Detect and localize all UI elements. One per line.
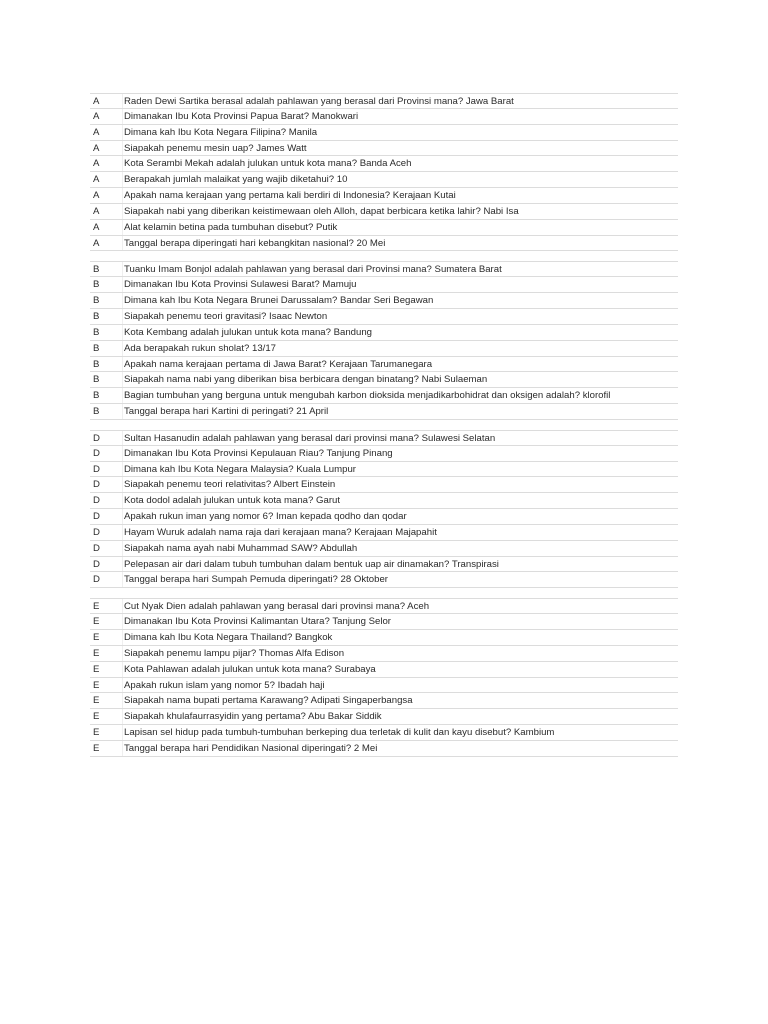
table-row [90, 372, 678, 388]
row-question: Apakah nama kerajaan pertama di Jawa Barat? Kerajaan Tarumanegara [124, 358, 433, 370]
row-question: Kota Pahlawan adalah julukan untuk kota mana? Surabaya [124, 663, 376, 675]
row-question: Lapisan sel hidup pada tumbuh-tumbuhan berkeping dua terletak di kulit dan kayu disebut? Kambium [124, 727, 555, 739]
table-row [90, 109, 678, 125]
table-row [90, 678, 678, 694]
row-letter: D [90, 509, 123, 524]
row-letter: E [90, 678, 123, 693]
table-row [90, 709, 678, 725]
row-question: Siapakah penemu lampu pijar? Thomas Alfa Edison [124, 647, 345, 659]
row-question: Sultan Hasanudin adalah pahlawan yang berasal dari provinsi mana? Sulawesi Selatan [124, 432, 496, 444]
row-question: Raden Dewi Sartika berasal adalah pahlawan yang berasal dari Provinsi mana? Jawa Barat [124, 96, 514, 107]
table-row [90, 188, 678, 204]
table-row [90, 525, 678, 541]
table-row [90, 725, 678, 741]
group-d [90, 430, 678, 588]
row-letter: A [90, 188, 123, 203]
table-row [90, 493, 678, 509]
table-row [90, 741, 678, 757]
row-question: Siapakah nama ayah nabi Muhammad SAW? Abdullah [124, 542, 358, 554]
row-letter: E [90, 741, 123, 756]
row-letter: E [90, 646, 123, 661]
row-letter: D [90, 477, 123, 492]
row-question: Ada berapakah rukun sholat? 13/17 [124, 342, 277, 354]
row-question: Apakah nama kerajaan yang pertama kali berdiri di Indonesia? Kerajaan Kutai [124, 190, 456, 202]
row-letter: E [90, 614, 123, 629]
table-row [90, 614, 678, 630]
row-letter: B [90, 404, 123, 419]
row-letter: D [90, 493, 123, 508]
row-question: Tuanku Imam Bonjol adalah pahlawan yang berasal dari Provinsi mana? Sumatera Barat [124, 264, 502, 276]
table-row [90, 646, 678, 662]
row-question: Dimanakan Ibu Kota Provinsi Kalimantan Utara? Tanjung Selor [124, 616, 391, 628]
row-letter: D [90, 431, 123, 445]
row-letter: E [90, 662, 123, 677]
row-question: Siapakah nama nabi yang diberikan bisa berbicara dengan binatang? Nabi Sulaeman [124, 374, 488, 386]
row-question: Dimana kah Ibu Kota Negara Filipina? Manila [124, 126, 318, 138]
row-letter: D [90, 557, 123, 572]
row-letter: D [90, 541, 123, 556]
row-letter: B [90, 325, 123, 340]
row-question: Siapakah khulafaurrasyidin yang pertama? Abu Bakar Siddik [124, 711, 382, 723]
row-letter: E [90, 693, 123, 708]
table-row [90, 557, 678, 573]
group-b [90, 261, 678, 419]
row-question: Hayam Wuruk adalah nama raja dari kerajaan mana? Kerajaan Majapahit [124, 526, 437, 538]
row-letter: E [90, 599, 123, 613]
row-question: Siapakah penemu teori relativitas? Albert Einstein [124, 479, 336, 491]
row-letter: A [90, 172, 123, 187]
table-row [90, 220, 678, 236]
row-question: Tanggal berapa diperingati hari kebangkitan nasional? 20 Mei [124, 237, 386, 249]
row-question: Dimanakan Ibu Kota Provinsi Kepulauan Riau? Tanjung Pinang [124, 447, 393, 459]
row-question: Dimana kah Ibu Kota Negara Thailand? Bangkok [124, 632, 333, 643]
row-question: Siapakah nabi yang diberikan keistimewaan oleh Alloh, dapat berbicara ketika lahir? Nabi Isa [124, 205, 519, 217]
row-letter: B [90, 341, 123, 356]
table-row [90, 541, 678, 557]
table-row [90, 125, 678, 141]
table-row [90, 341, 678, 357]
table-row [90, 598, 678, 614]
group-e [90, 598, 678, 756]
row-letter: A [90, 125, 123, 140]
row-letter: D [90, 446, 123, 461]
row-question: Kota Kembang adalah julukan untuk kota mana? Bandung [124, 326, 373, 338]
table-row [90, 204, 678, 220]
table-row [90, 156, 678, 172]
table-row [90, 572, 678, 588]
row-question: Tanggal berapa hari Kartini di peringati? 21 April [124, 406, 329, 418]
table-row [90, 630, 678, 646]
table-row [90, 462, 678, 478]
row-letter: B [90, 357, 123, 372]
row-question: Dimanakan Ibu Kota Provinsi Papua Barat? Manokwari [124, 110, 359, 122]
row-letter: E [90, 709, 123, 724]
row-letter: D [90, 462, 123, 477]
table-row [90, 325, 678, 341]
row-question: Berapakah jumlah malaikat yang wajib diketahui? 10 [124, 174, 348, 186]
row-question: Siapakah nama bupati pertama Karawang? Adipati Singaperbangsa [124, 695, 413, 707]
row-letter: D [90, 525, 123, 540]
row-letter: B [90, 293, 123, 308]
table-row [90, 477, 678, 493]
row-letter: E [90, 725, 123, 740]
row-letter: A [90, 109, 123, 124]
table-row [90, 662, 678, 678]
table-row [90, 693, 678, 709]
row-letter: A [90, 141, 123, 156]
table-row [90, 388, 678, 404]
row-letter: A [90, 220, 123, 235]
row-question: Siapakah penemu teori gravitasi? Isaac Newton [124, 310, 328, 322]
table-row [90, 430, 678, 446]
row-question: Kota dodol adalah julukan untuk kota mana? Garut [124, 495, 341, 507]
row-question: Dimanakan Ibu Kota Provinsi Sulawesi Barat? Mamuju [124, 279, 357, 291]
row-question: Pelepasan air dari dalam tubuh tumbuhan dalam bentuk uap air dinamakan? Transpirasi [124, 558, 499, 570]
row-letter: E [90, 630, 123, 645]
row-letter: B [90, 372, 123, 387]
row-question: Dimana kah Ibu Kota Negara Malaysia? Kuala Lumpur [124, 463, 356, 475]
row-question: Apakah rukun islam yang nomor 5? Ibadah haji [124, 679, 325, 691]
row-letter: A [90, 204, 123, 219]
row-question: Cut Nyak Dien adalah pahlawan yang berasal dari provinsi mana? Aceh [124, 601, 430, 613]
row-letter: A [90, 236, 123, 251]
row-question: Apakah rukun iman yang nomor 6? Iman kepada qodho dan qodar [124, 511, 407, 523]
row-letter: B [90, 262, 123, 276]
row-question: Tanggal berapa hari Sumpah Pemuda diperingati? 28 Oktober [124, 574, 389, 586]
row-letter: A [90, 94, 123, 108]
row-letter: A [90, 156, 123, 171]
table-row [90, 293, 678, 309]
row-question: Alat kelamin betina pada tumbuhan disebut? Putik [124, 221, 338, 233]
table-row [90, 357, 678, 373]
row-question: Kota Serambi Mekah adalah julukan untuk kota mana? Banda Aceh [124, 158, 412, 170]
table-row [90, 141, 678, 157]
group-a [90, 93, 678, 251]
question-sheet [90, 93, 678, 757]
row-question: Bagian tumbuhan yang berguna untuk mengubah karbon dioksida menjadikarbohidrat dan oksigen adalah? klorofil [124, 390, 611, 402]
table-row [90, 93, 678, 109]
table-row [90, 446, 678, 462]
row-question: Siapakah penemu mesin uap? James Watt [124, 142, 307, 154]
row-letter: B [90, 388, 123, 403]
table-row [90, 261, 678, 277]
row-letter: B [90, 277, 123, 292]
row-letter: D [90, 572, 123, 587]
table-row [90, 309, 678, 325]
row-question: Tanggal berapa hari Pendidikan Nasional diperingati? 2 Mei [124, 742, 378, 754]
row-question: Dimana kah Ibu Kota Negara Brunei Darussalam? Bandar Seri Begawan [124, 295, 434, 307]
table-row [90, 404, 678, 420]
table-row [90, 509, 678, 525]
row-letter: B [90, 309, 123, 324]
table-row [90, 277, 678, 293]
table-row [90, 172, 678, 188]
table-row [90, 236, 678, 252]
